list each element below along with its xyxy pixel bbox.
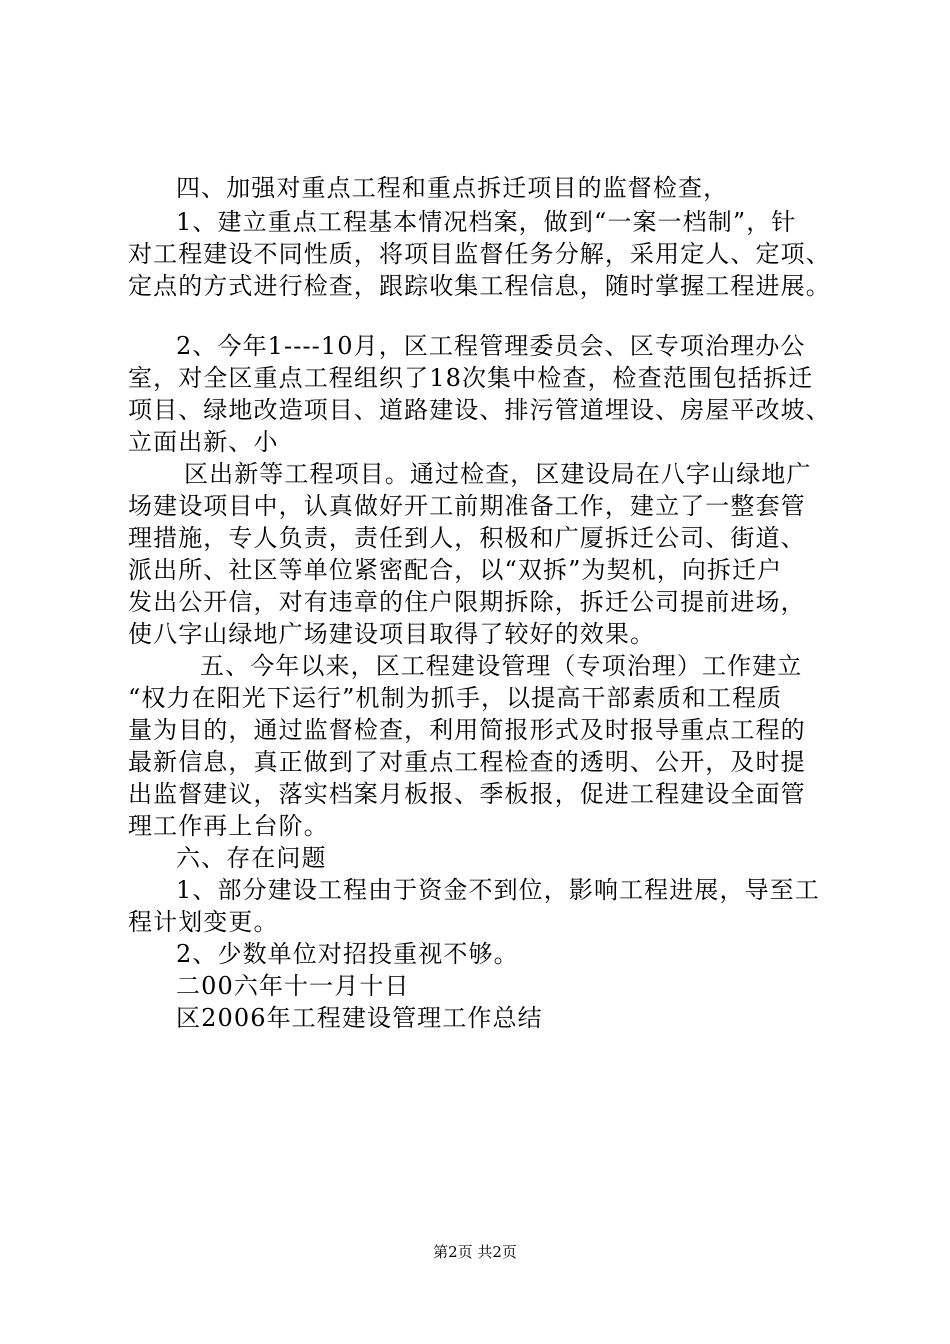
paragraph-line: 最新信息，真正做到了对重点工程检查的透明、公开，及时提 — [128, 748, 806, 776]
paragraph-line: 理工作再上台阶。 — [128, 812, 329, 840]
paragraph-line: 出监督建议，落实档案月板报、季板报，促进工程建设全面管 — [128, 780, 806, 808]
paragraph-line: 区出新等工程项目。通过检查，区建设局在八字山绿地广 — [184, 460, 812, 488]
paragraph-line: 场建设项目中，认真做好开工前期准备工作，建立了一整套管 — [128, 492, 806, 520]
paragraph-line: 发出公开信，对有违章的住户限期拆除，拆迁公司提前进场， — [128, 588, 806, 616]
paragraph-line: 1、部分建设工程由于资金不到位，影响工程进展，导至工 — [176, 876, 820, 904]
paragraph-line: “权力在阳光下运行”机制为抓手，以提高干部素质和工程质 — [128, 684, 783, 712]
paragraph-line: 项目、绿地改造项目、道路建设、排污管道埋设、房屋平改坡、 — [128, 396, 831, 424]
paragraph-line: 使八字山绿地广场建设项目取得了较好的效果。 — [128, 620, 656, 648]
section-heading-6: 六、存在问题 — [176, 844, 327, 872]
document-title-line: 区2006年工程建设管理工作总结 — [176, 1004, 543, 1032]
paragraph-line: 定点的方式进行检查，跟踪收集工程信息，随时掌握工程进展。 — [128, 272, 831, 300]
page-number-footer: 第2页 共2页 — [433, 1243, 517, 1261]
section-heading-5: 五、今年以来，区工程建设管理（专项治理）工作建立 — [200, 652, 803, 680]
paragraph-line: 2、今年1----10月，区工程管理委员会、区专项治理办公 — [176, 332, 806, 360]
paragraph-line: 派出所、社区等单位紧密配合，以“双拆”为契机，向拆迁户 — [128, 556, 783, 584]
paragraph-line: 对工程建设不同性质，将项目监督任务分解，采用定人、定项、 — [128, 240, 831, 268]
paragraph-line: 理措施，专人负责，责任到人，积极和广厦拆迁公司、街道、 — [128, 524, 806, 552]
paragraph-line: 室，对全区重点工程组织了18次集中检查，检查范围包括拆迁 — [128, 364, 814, 392]
paragraph-line: 2、少数单位对招投重视不够。 — [176, 940, 519, 968]
paragraph-line: 立面出新、小 — [128, 428, 279, 456]
document-date: 二00六年十一月十日 — [176, 972, 410, 1000]
paragraph-line: 1、建立重点工程基本情况档案，做到“一案一档制”，针 — [176, 208, 797, 236]
paragraph-line: 量为目的，通过监督检查，利用简报形式及时报导重点工程的 — [128, 716, 806, 744]
section-heading-4: 四、加强对重点工程和重点拆迁项目的监督检查， — [176, 174, 729, 202]
paragraph-line: 程计划变更。 — [128, 908, 279, 936]
